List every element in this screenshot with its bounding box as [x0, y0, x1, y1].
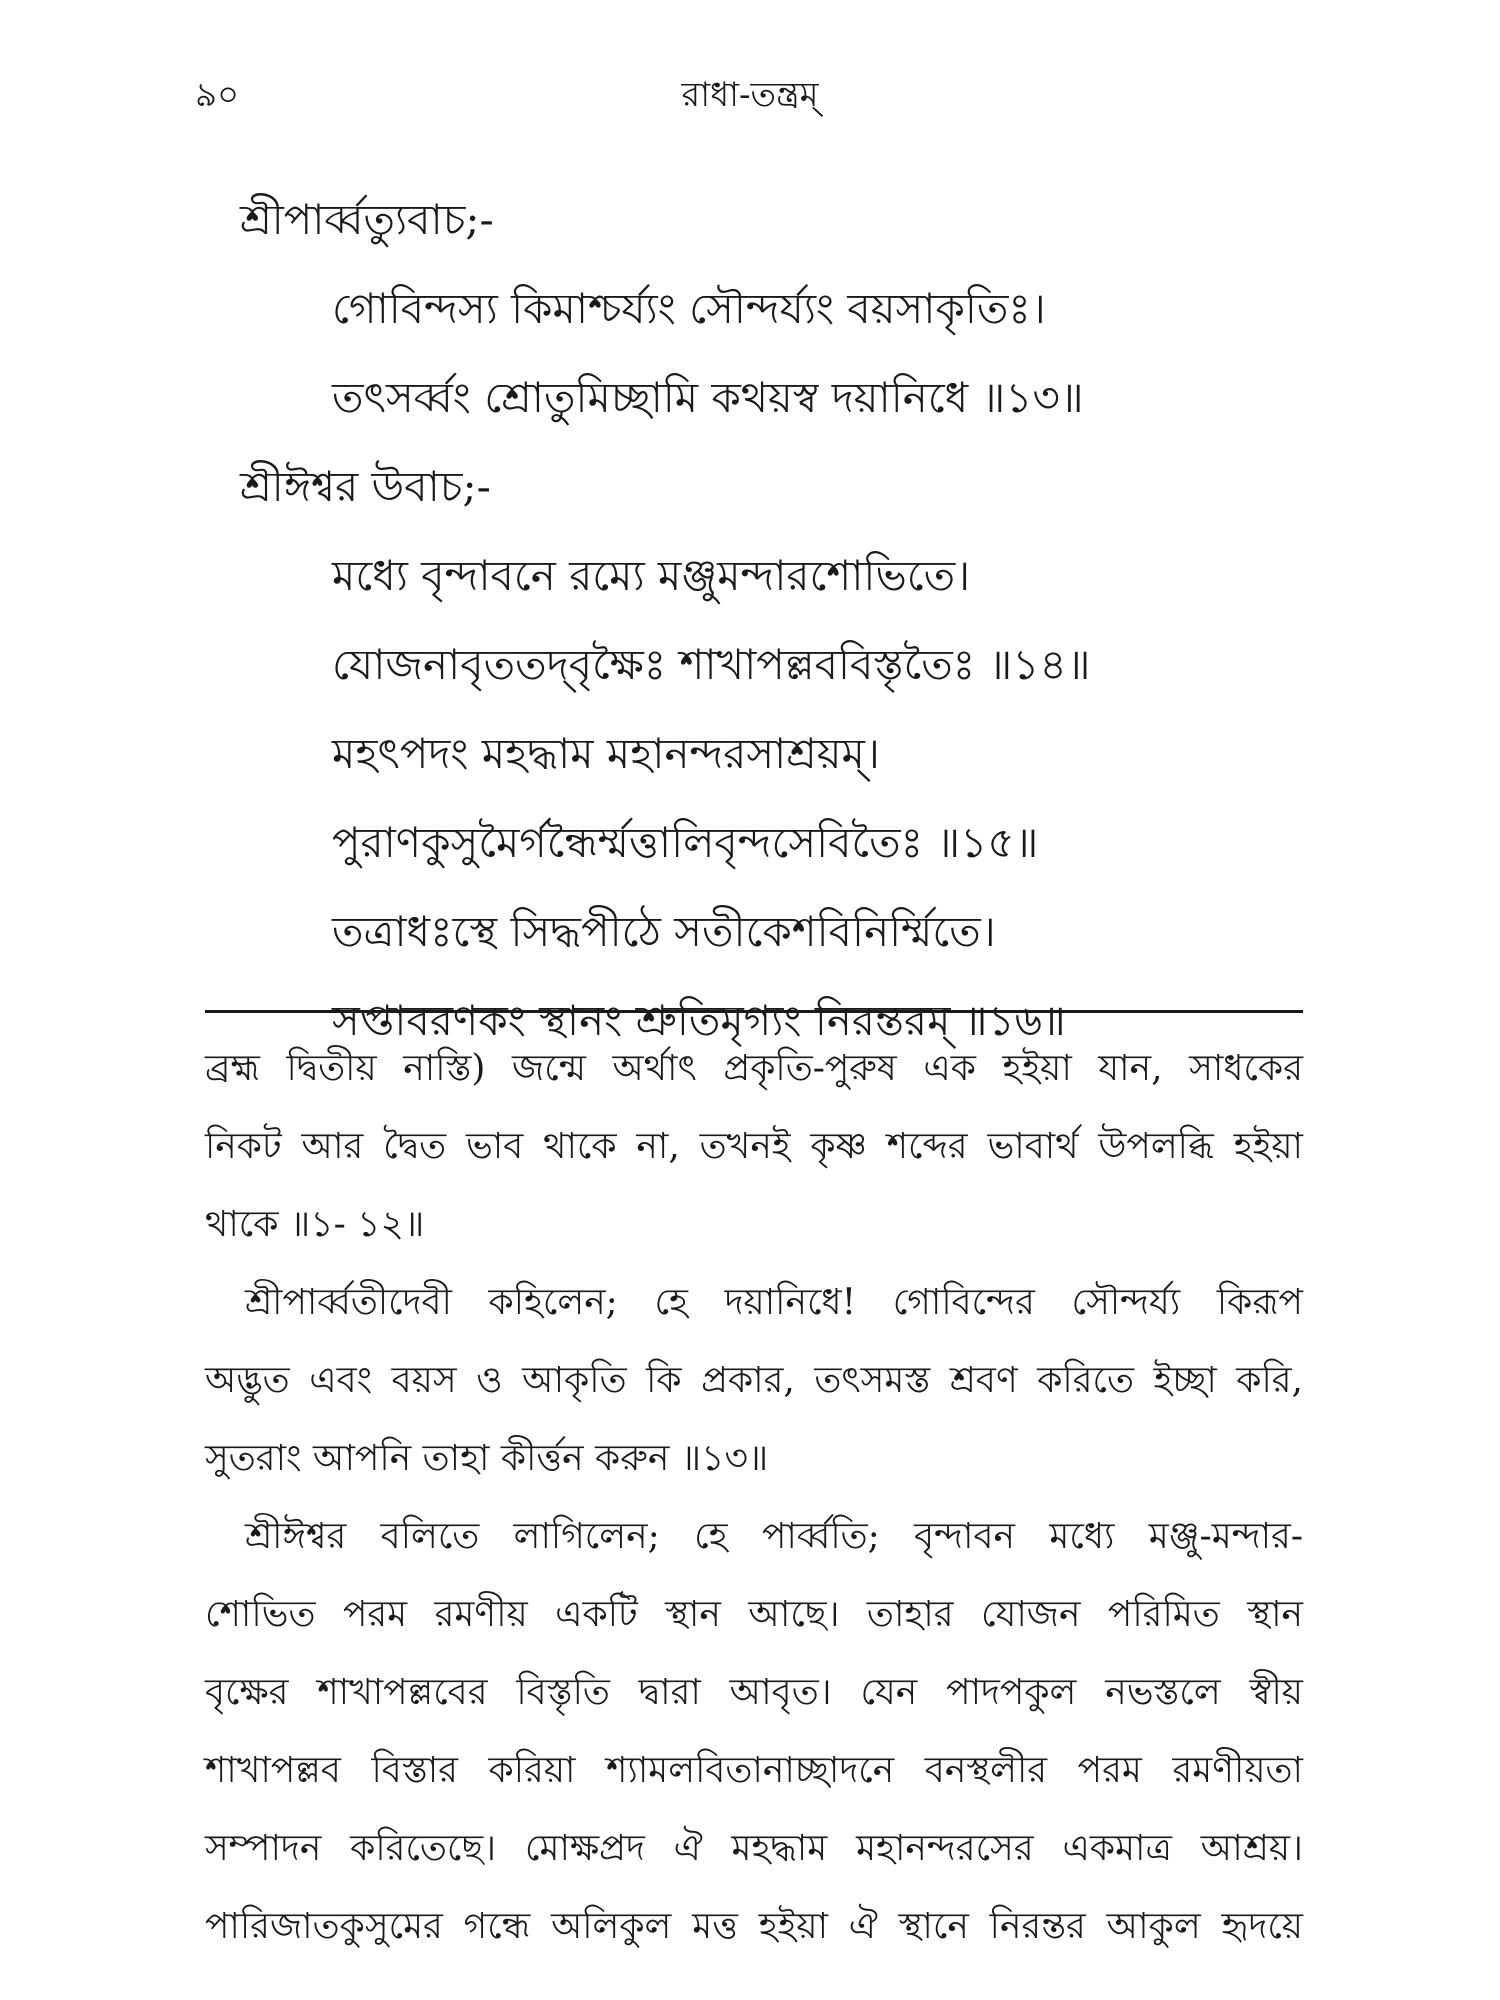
verse-line: যোজনাবৃততদ্‌বৃক্ষৈঃ শাখাপল্লববিস্তৃতৈঃ ॥১৪॥ [332, 640, 1091, 689]
commentary [205, 1030, 1303, 1966]
commentary-line: নিকট আর দ্বৈত ভাব থাকে না, তখনই কৃষ্ণ শব্দের ভাবার্থ উপলব্ধি হইয়া [205, 1126, 1303, 1167]
running-title: রাধা-তন্ত্রম্ [681, 75, 819, 115]
page-number: ৯০ [195, 75, 240, 115]
verse-speaker-parvati: শ্রীপার্ব্বত্যুবাচ;- [240, 195, 494, 244]
commentary-line: শাখাপল্লব বিস্তার করিয়া শ্যামলবিতানাচ্ছাদনে বনস্থলীর পরম রমণীয়তা [205, 1750, 1303, 1791]
verse-line: মধ্যে বৃন্দাবনে রম্যে মঞ্জুমন্দারশোভিতে। [332, 551, 971, 600]
verse-line: সপ্তাবরণকং স্থানং শ্রুতিমৃগ্যং নিরন্তরম্ ॥১৬॥ [332, 996, 1066, 1045]
verse-speaker-ishvara: শ্রীঈশ্বর উবাচ;- [240, 462, 491, 511]
commentary-line: বৃক্ষের শাখাপল্লবের বিস্তৃতি দ্বারা আবৃত। যেন পাদপকুল নভস্তলে স্বীয় [205, 1672, 1303, 1713]
commentary-line: থাকে ॥১- ১২॥ [205, 1204, 425, 1245]
commentary-line: ব্রহ্ম দ্বিতীয় নাস্তি) জন্মে অর্থাৎ প্রকৃতি-পুরুষ এক হইয়া যান, সাধকের [205, 1048, 1303, 1089]
verse-line: পুরাণকুসুমৈর্গন্ধৈর্ম্মত্তালিবৃন্দসেবিতৈঃ ॥১৫॥ [332, 818, 1039, 867]
commentary-line: শোভিত পরম রমণীয় একটি স্থান আছে। তাহার যোজন পরিমিত স্থান [205, 1594, 1303, 1635]
verse-line: তৎসর্ব্বং শ্রোতুমিচ্ছামি কথয়স্ব দয়ানিধে ॥১৩॥ [332, 373, 1084, 422]
verse-block [240, 175, 1340, 1065]
commentary-line: অদ্ভুত এবং বয়স ও আকৃতি কি প্রকার, তৎসমস্ত শ্রবণ করিতে ইচ্ছা করি, [205, 1360, 1303, 1401]
section-divider [205, 1010, 1303, 1013]
verse-line: মহৎপদং মহদ্ধাম মহানন্দরসাশ্রয়ম্। [332, 729, 880, 778]
commentary-paragraph [205, 1498, 1303, 1966]
verse-line: তত্রাধঃস্থে সিদ্ধপীঠে সতীকেশবিনির্ম্মিতে। [332, 907, 996, 956]
verse-line: গোবিন্দস্য কিমাশ্চর্য্যং সৌন্দর্য্যং বয়সাকৃতিঃ। [332, 284, 1046, 333]
commentary-line: সুতরাং আপনি তাহা কীর্ত্তন করুন ॥১৩॥ [205, 1438, 769, 1479]
commentary-paragraph [205, 1264, 1303, 1498]
commentary-line: পারিজাতকুসুমের গন্ধে অলিকুল মত্ত হইয়া ঐ স্থানে নিরন্তর আকুল হৃদয়ে [205, 1906, 1303, 1947]
commentary-line: শ্রীপার্ব্বতীদেবী কহিলেন; হে দয়ানিধে! গোবিন্দের সৌন্দর্য্য কিরূপ [245, 1282, 1303, 1323]
commentary-line: সম্পাদন করিতেছে। মোক্ষপ্রদ ঐ মহদ্ধাম মহানন্দরসের একমাত্র আশ্রয়। [205, 1828, 1303, 1869]
commentary-paragraph [205, 1030, 1303, 1264]
commentary-line: শ্রীঈশ্বর বলিতে লাগিলেন; হে পার্ব্বতি; বৃন্দাবন মধ্যে মঞ্জু-মন্দার- [245, 1516, 1303, 1557]
